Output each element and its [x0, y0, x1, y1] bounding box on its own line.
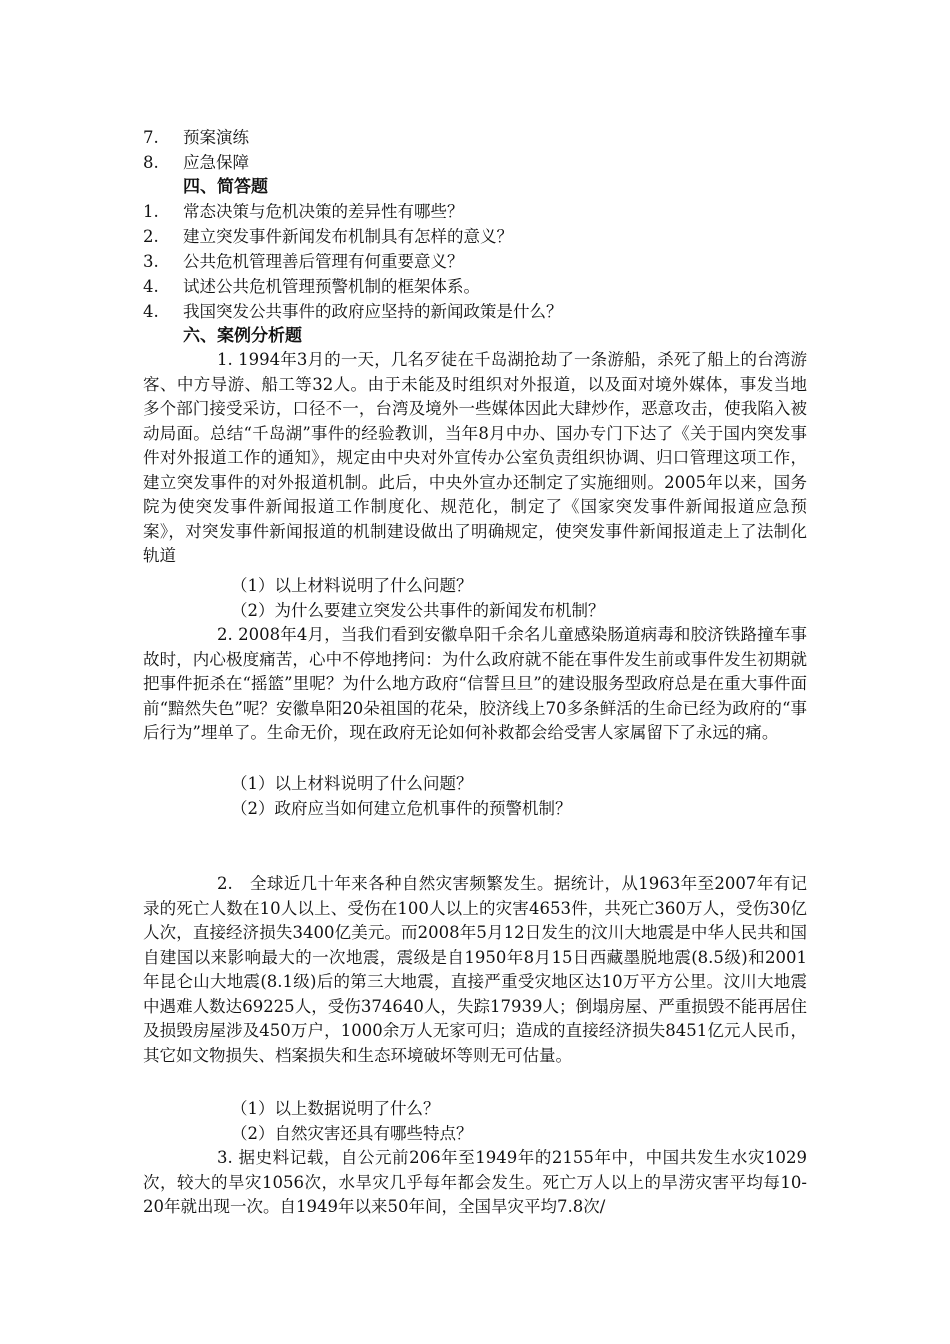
- question-item: [143, 250, 464, 274]
- case-question: （1）以上材料说明了什么问题？: [231, 576, 473, 595]
- section-heading-short-answer: 四、简答题: [183, 177, 268, 197]
- question-item: [143, 275, 480, 299]
- question-text: 常态决策与危机决策的差异性有哪些？: [183, 202, 464, 221]
- question-item: [143, 200, 464, 224]
- list-text: 预案演练: [183, 128, 249, 147]
- case-paragraph-3: 2. 全球近几十年来各种自然灾害频繁发生。据统计，从1963年至2007年有记录的死亡人数在10人以上、受伤在100人以上的灾害4653件，共死亡360万人，受伤30亿人次，直接经济损失3400亿美元。而2008年5月12日发生的汶川大地震是中华人民共和国自建国以来影响最大的一次地震，震级是自1950年8月15日西藏墨脱地震(8.5级)和2001年昆仑山大地震(8.1级)后的第三大地震，直接严重受灾地区达10万平方公里。汶川大地震中遇难人数达69225人，受伤374640人，失踪17939人；倒塌房屋、严重损毁不能再居住及损毁房屋涉及450万户，1000余万人无家可归；造成的直接经济损失8451亿元人民币，其它如文物损失、档案损失和生态环境破坏等则无可估量。: [143, 874, 807, 1065]
- question-number: 4.: [143, 277, 159, 296]
- list-item: [143, 126, 249, 150]
- question-item: [143, 225, 513, 249]
- list-number: 7.: [143, 128, 159, 147]
- question-number: 3.: [143, 252, 159, 271]
- question-number: 1.: [143, 202, 159, 221]
- section-heading-case-analysis: 六、案例分析题: [183, 326, 302, 346]
- question-item: [143, 300, 563, 324]
- question-text: 我国突发公共事件的政府应坚持的新闻政策是什么？: [183, 302, 563, 321]
- case-question: （2）政府应当如何建立危机事件的预警机制？: [231, 799, 572, 818]
- case-question: （2）自然灾害还具有哪些特点？: [231, 1124, 473, 1143]
- case-paragraph-2: 2. 2008年4月，当我们看到安徽阜阳千余名儿童感染肠道病毒和胶济铁路撞车事故时，内心极度痛苦，心中不停地拷问：为什么政府就不能在事件发生前或事件发生初期就把事件扼杀在“摇篮”里呢？为什么地方政府“信誓旦旦”的建设服务型政府总是在重大事件面前“黯然失色”呢？安徽阜阳20朵祖国的花朵，胶济线上70多条鲜活的生命已经为政府的“事后行为”埋单了。生命无价，现在政府无论如何补救都会给受害人家属留下了永远的痛。: [143, 625, 807, 742]
- question-number: 2.: [143, 227, 159, 246]
- case-question: （2）为什么要建立突发公共事件的新闻发布机制？: [231, 601, 605, 620]
- question-text: 公共危机管理善后管理有何重要意义？: [183, 252, 464, 271]
- case-paragraph-4: 3. 据史料记载，自公元前206年至1949年的2155年中，中国共发生水灾1029次，较大的旱灾1056次，水旱灾几乎每年都会发生。死亡万人以上的旱涝灾害平均每10-20年就出现一次。自1949年以来50年间，全国旱灾平均7.8次/: [143, 1148, 807, 1216]
- case-question: （1）以上材料说明了什么问题？: [231, 774, 473, 793]
- case-paragraph-1: 1. 1994年3月的一天，几名歹徒在千岛湖抢劫了一条游船，杀死了船上的台湾游客、中方导游、船工等32人。由于未能及时组织对外报道，以及面对境外媒体，事发当地多个部门接受采访，口径不一，台湾及境外一些媒体因此大肆炒作，恶意攻击，使我陷入被动局面。总结“千岛湖”事件的经验教训，当年8月中办、国办专门下达了《关于国内突发事件对外报道工作的通知》，规定由中央对外宣传办公室负责组织协调、归口管理这项工作，建立突发事件的对外报道机制。此后，中央外宣办还制定了实施细则。2005年以来，国务院为使突发事件新闻报道工作制度化、规范化，制定了《国家突发事件新闻报道应急预案》，对突发事件新闻报道的机制建设做出了明确规定，使突发事件新闻报道走上了法制化轨道: [143, 350, 807, 565]
- list-text: 应急保障: [183, 153, 249, 172]
- list-item: [143, 151, 249, 175]
- case-question: （1）以上数据说明了什么？: [231, 1099, 440, 1118]
- question-number: 4.: [143, 302, 159, 321]
- list-number: 8.: [143, 153, 159, 172]
- question-text: 试述公共危机管理预警机制的框架体系。: [183, 277, 480, 296]
- question-text: 建立突发事件新闻发布机制具有怎样的意义？: [183, 227, 513, 246]
